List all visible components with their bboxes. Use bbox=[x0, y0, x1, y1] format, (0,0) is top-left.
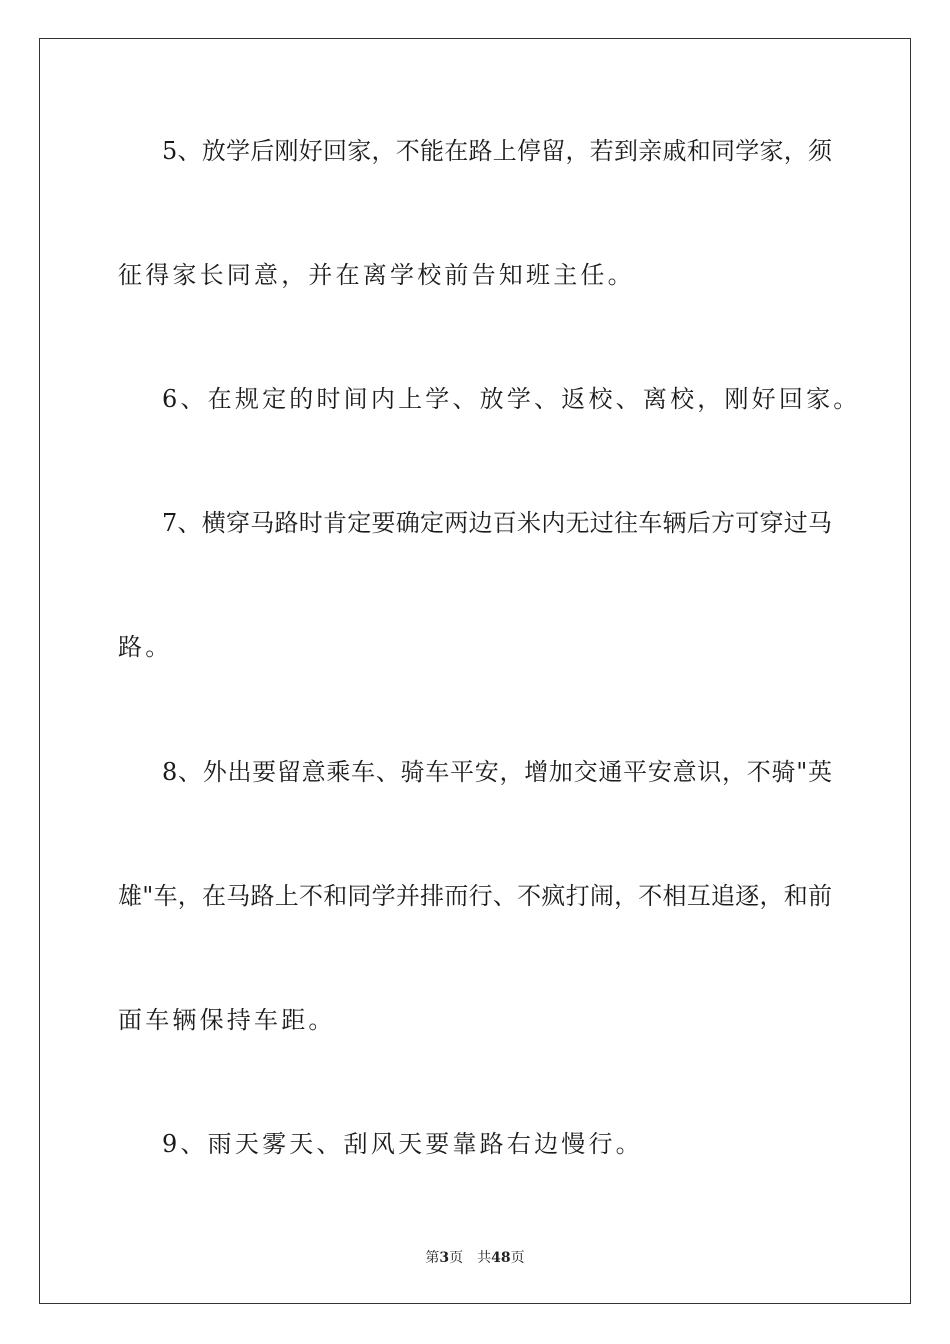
footer-total-prefix: 共 bbox=[477, 1250, 492, 1266]
paragraph-8-line-3: 面车辆保持车距。 bbox=[118, 1006, 336, 1034]
paragraph-6-line-1: 6、在规定的时间内上学、放学、返校、离校，刚好回家。 bbox=[162, 385, 861, 413]
paragraph-5-line-2: 征得家长同意，并在离学校前告知班主任。 bbox=[118, 261, 635, 289]
page-frame bbox=[39, 38, 911, 1304]
paragraph-5-line-1: 5、放学后刚好回家，不能在路上停留，若到亲戚和同学家，须 bbox=[162, 137, 832, 165]
footer-total-unit: 页 bbox=[510, 1250, 525, 1266]
paragraph-7-line-2: 路。 bbox=[118, 633, 173, 661]
footer-page-prefix: 第 bbox=[425, 1250, 440, 1266]
paragraph-8-line-1: 8、外出要留意乘车、骑车平安，增加交通平安意识，不骑"英 bbox=[162, 758, 832, 786]
paragraph-9-line-1: 9、雨天雾天、刮风天要靠路右边慢行。 bbox=[162, 1130, 643, 1158]
footer-page-current: 3 bbox=[439, 1250, 450, 1266]
footer-page-unit: 页 bbox=[449, 1250, 464, 1266]
paragraph-7-line-1: 7、横穿马路时肯定要确定两边百米内无过往车辆后方可穿过马 bbox=[162, 509, 832, 537]
footer-page-total: 48 bbox=[491, 1250, 511, 1266]
paragraph-8-line-2: 雄"车，在马路上不和同学并排而行、不疯打闹，不相互追逐，和前 bbox=[118, 882, 832, 910]
page-footer bbox=[0, 1247, 950, 1267]
